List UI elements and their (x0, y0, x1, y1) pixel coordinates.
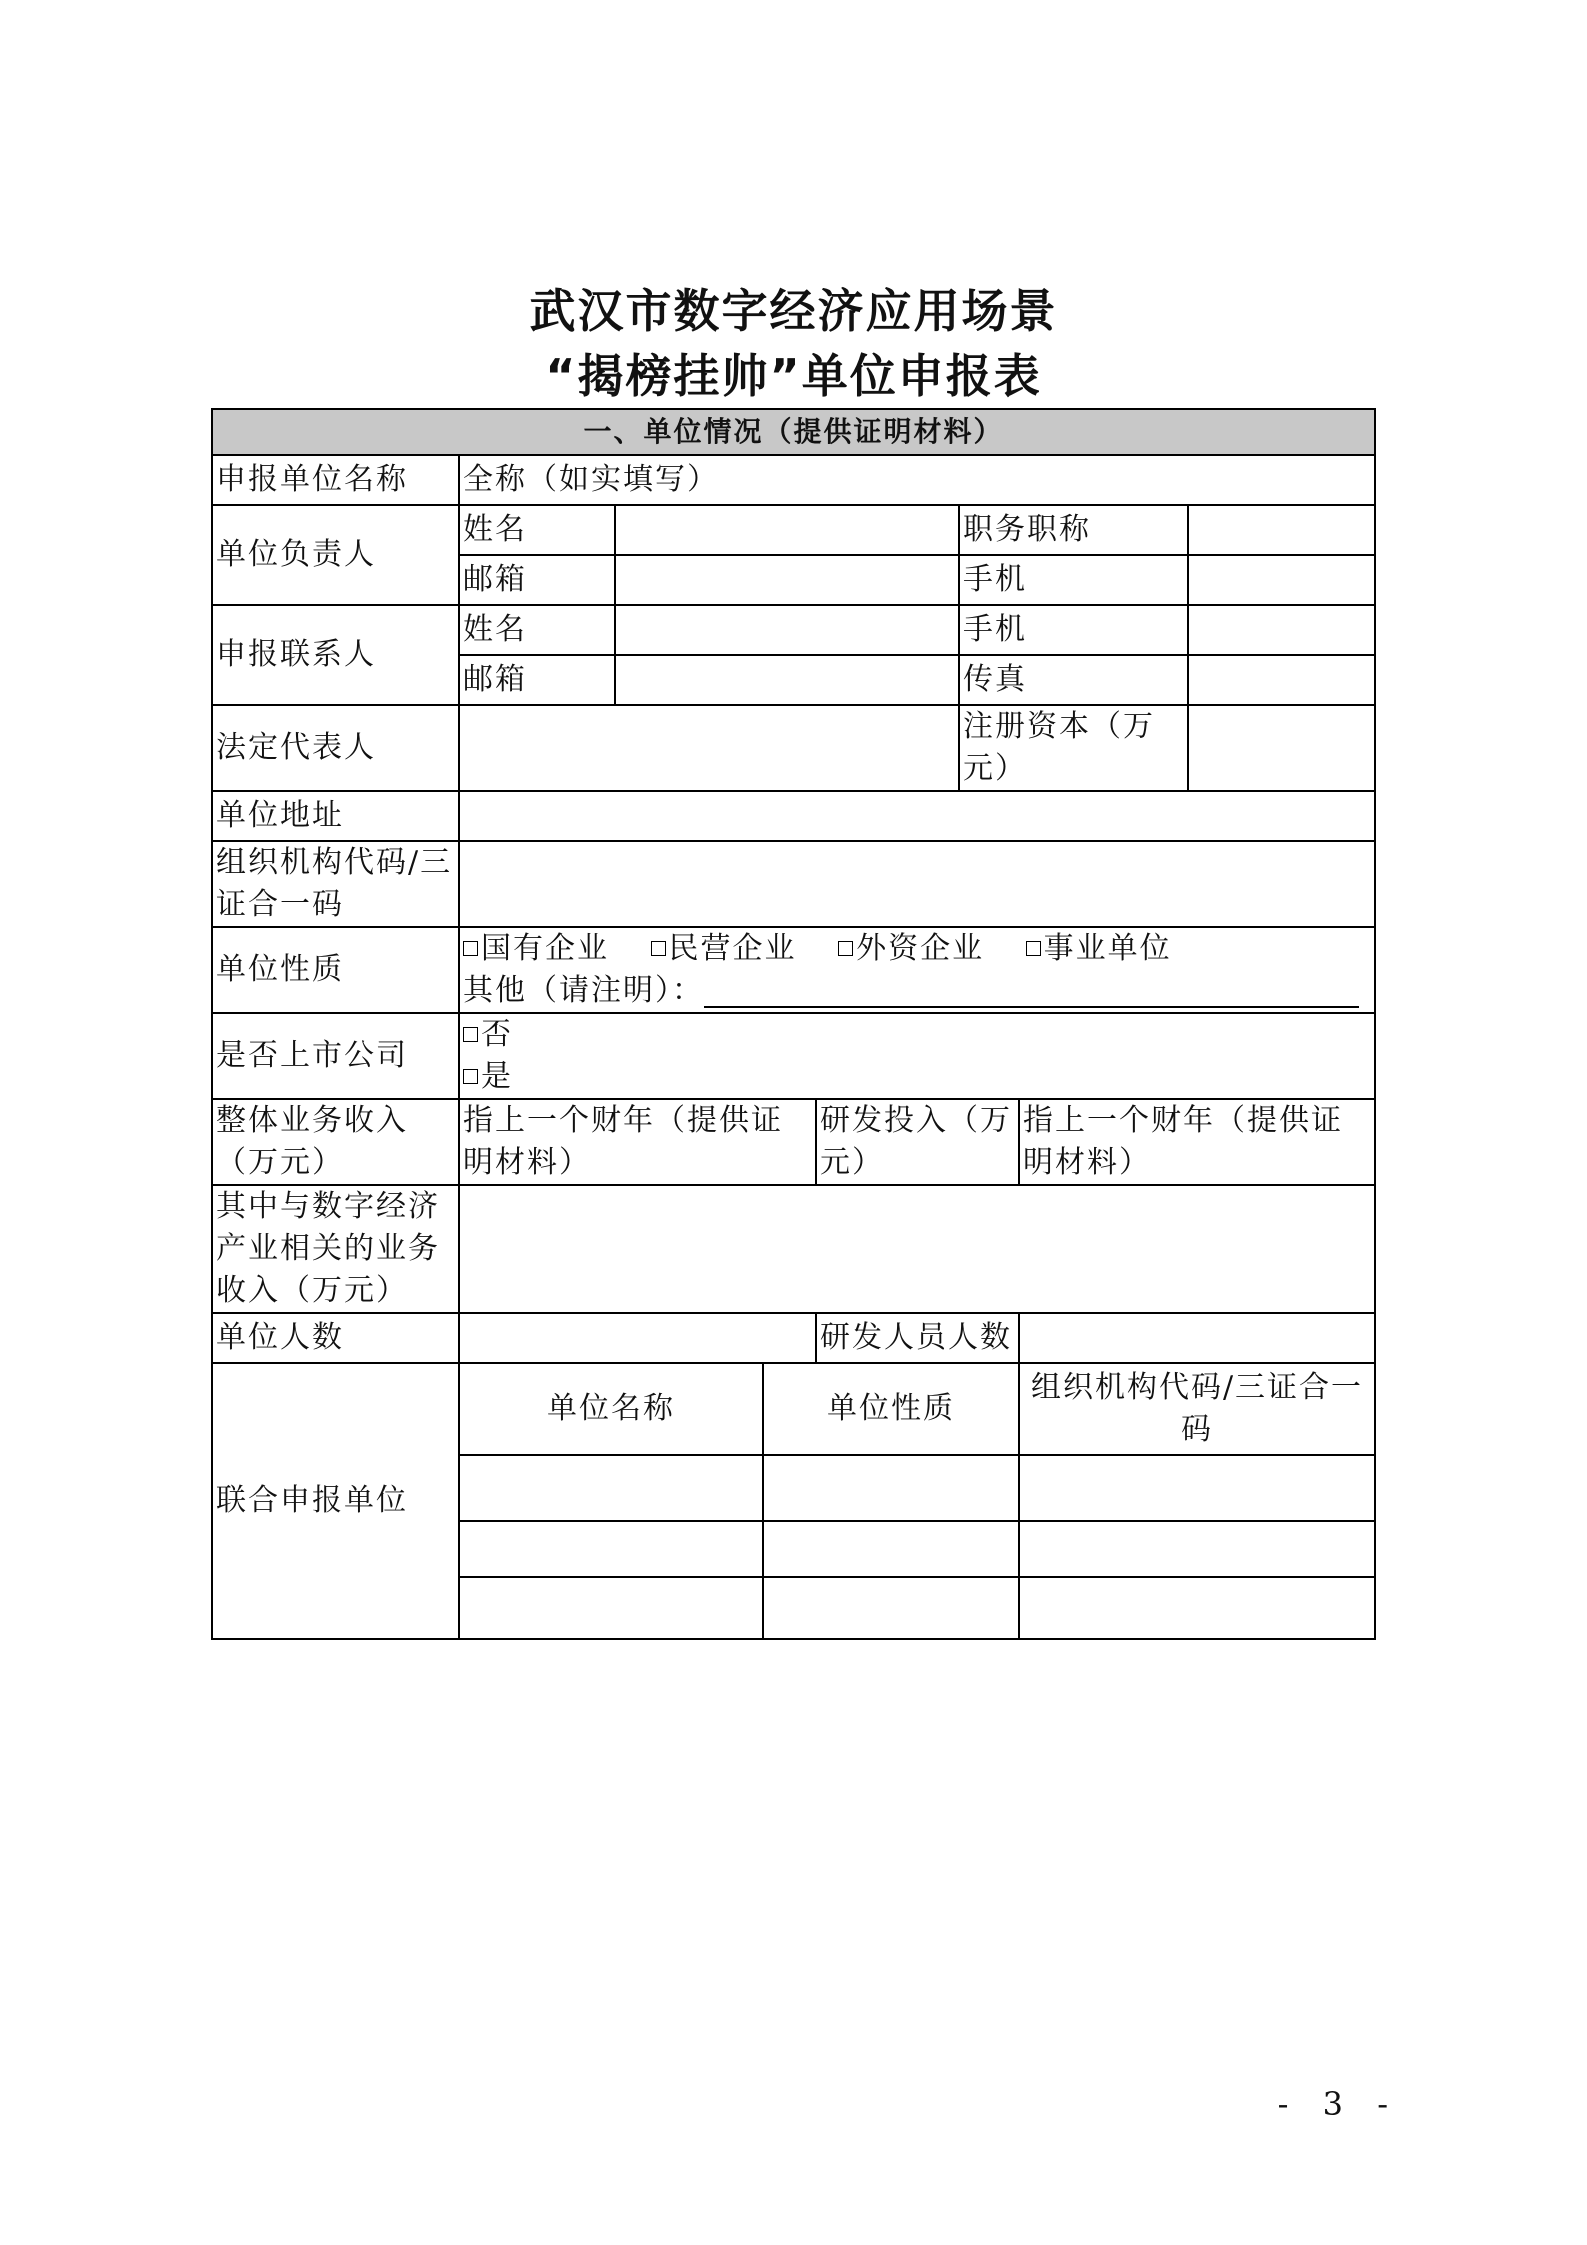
contact-label: 申报联系人 (212, 605, 459, 705)
page-number: - 3 - (1277, 2085, 1400, 2123)
org-code-label: 组织机构代码/三证合一码 (212, 841, 459, 927)
contact-email-field[interactable] (615, 655, 959, 705)
contact-fax-field[interactable] (1188, 655, 1375, 705)
contact-fax-label: 传真 (959, 655, 1188, 705)
headcount-field[interactable] (459, 1313, 816, 1363)
joint-row2-name[interactable] (459, 1521, 763, 1577)
contact-name-label: 姓名 (459, 605, 615, 655)
checkbox-icon[interactable] (463, 941, 478, 956)
contact-mobile-label: 手机 (959, 605, 1188, 655)
joint-row2-code[interactable] (1019, 1521, 1375, 1577)
joint-header-name: 单位名称 (459, 1363, 763, 1455)
digital-revenue-label: 其中与数字经济产业相关的业务收入（万元） (212, 1185, 459, 1313)
checkbox-icon[interactable] (651, 941, 666, 956)
reg-capital-field[interactable] (1188, 705, 1375, 791)
leader-email-field[interactable] (615, 555, 959, 605)
nature-option-state[interactable]: 国有企业 (463, 931, 609, 966)
leader-title-field[interactable] (1188, 505, 1375, 555)
legal-rep-field[interactable] (459, 705, 959, 791)
address-field[interactable] (459, 791, 1375, 841)
section-header: 一、单位情况（提供证明材料） (212, 409, 1375, 455)
contact-email-label: 邮箱 (459, 655, 615, 705)
revenue-field[interactable]: 指上一个财年（提供证明材料） (459, 1099, 816, 1185)
rd-headcount-label: 研发人员人数 (816, 1313, 1019, 1363)
leader-mobile-field[interactable] (1188, 555, 1375, 605)
listed-label: 是否上市公司 (212, 1013, 459, 1099)
applicant-name-field[interactable]: 全称（如实填写） (459, 455, 1375, 505)
checkbox-icon[interactable] (838, 941, 853, 956)
form-title-line2: “揭榜挂帅”单位申报表 (545, 349, 1042, 403)
application-form-table (211, 408, 1376, 1640)
leader-name-label: 姓名 (459, 505, 615, 555)
contact-mobile-field[interactable] (1188, 605, 1375, 655)
joint-row3-name[interactable] (459, 1577, 763, 1639)
applicant-name-label: 申报单位名称 (212, 455, 459, 505)
joint-header-code: 组织机构代码/三证合一码 (1019, 1363, 1375, 1455)
reg-capital-label: 注册资本（万元） (959, 705, 1188, 791)
checkbox-icon[interactable] (1026, 941, 1041, 956)
nature-label: 单位性质 (212, 927, 459, 1013)
checkbox-icon[interactable] (463, 1069, 478, 1084)
address-label: 单位地址 (212, 791, 459, 841)
joint-row1-nature[interactable] (763, 1455, 1019, 1521)
nature-option-private[interactable]: 民营企业 (651, 931, 797, 966)
joint-row1-name[interactable] (459, 1455, 763, 1521)
leader-name-field[interactable] (615, 505, 959, 555)
org-code-field[interactable] (459, 841, 1375, 927)
nature-option-public[interactable]: 事业单位 (1026, 931, 1172, 966)
rd-invest-label: 研发投入（万元） (816, 1099, 1019, 1185)
headcount-label: 单位人数 (212, 1313, 459, 1363)
digital-revenue-field[interactable] (459, 1185, 1375, 1313)
joint-row3-code[interactable] (1019, 1577, 1375, 1639)
leader-mobile-label: 手机 (959, 555, 1188, 605)
rd-headcount-field[interactable] (1019, 1313, 1375, 1363)
leader-title-label: 职务职称 (959, 505, 1188, 555)
nature-other-field[interactable] (704, 976, 1359, 1008)
nature-other-label: 其他（请注明）： (463, 973, 704, 1008)
joint-label: 联合申报单位 (212, 1363, 459, 1639)
joint-header-nature: 单位性质 (763, 1363, 1019, 1455)
leader-label: 单位负责人 (212, 505, 459, 605)
rd-invest-field[interactable]: 指上一个财年（提供证明材料） (1019, 1099, 1375, 1185)
listed-option-no[interactable]: 否 (463, 1014, 1371, 1056)
checkbox-icon[interactable] (463, 1027, 478, 1042)
listed-option-yes[interactable]: 是 (463, 1056, 1371, 1098)
legal-rep-label: 法定代表人 (212, 705, 459, 791)
leader-email-label: 邮箱 (459, 555, 615, 605)
joint-row2-nature[interactable] (763, 1521, 1019, 1577)
joint-row1-code[interactable] (1019, 1455, 1375, 1521)
nature-option-foreign[interactable]: 外资企业 (838, 931, 984, 966)
revenue-label: 整体业务收入（万元） (212, 1099, 459, 1185)
joint-row3-nature[interactable] (763, 1577, 1019, 1639)
form-title-line1: 武汉市数字经济应用场景 (529, 284, 1058, 338)
listed-options (459, 1013, 1375, 1099)
contact-name-field[interactable] (615, 605, 959, 655)
nature-options (459, 927, 1375, 1013)
